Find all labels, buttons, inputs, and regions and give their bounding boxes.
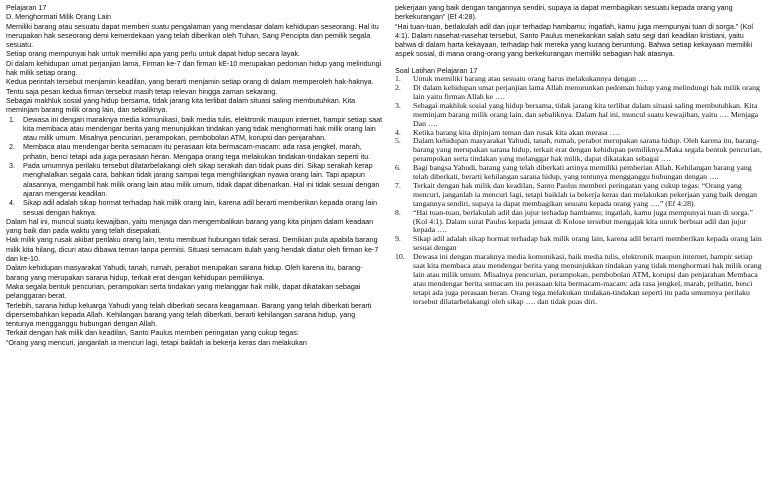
closing-paragraph: “Orang yang mencuri, janganlah ia mencuri lagi, tetapi baiklah ia bekerja keras dan melakukan (6, 337, 307, 347)
question-item (395, 209, 765, 236)
closing-paragraph: Dalam kehidupan masyarakat Yahudi, tanah, rumah, perabot merupakan sarana hidup. Oleh karena itu, barang-barang yang merupakan sarana hidup, terkait erat dengan kehidupan pemiliknya. (6, 263, 363, 282)
numbered-point (6, 198, 384, 217)
question-item (395, 253, 765, 306)
question-text: Ketika barang kita dipinjam teman dan rusak kita akan merasa …. (413, 127, 620, 137)
question-number: 6. (395, 163, 401, 173)
point-number: 3. (9, 161, 15, 171)
question-item (395, 137, 765, 164)
lesson-text-column (6, 3, 384, 347)
point-text: Sikap adil adalah sikap hormat terhadap hak milik orang lain, karena adil berarti memberikan kepada orang lain sesuai dengan haknya. (23, 198, 377, 217)
question-item (395, 164, 765, 182)
question-text: Terkait dengan hak milik dan keadilan, Santo Paulus memberi peringatan yang cukup tegas: “Orang yang mencuri, janganlah ia mencuri lagi, tetapi baiklah ia bekerja keras dan melakukan pekerjaan yang baik dengan tangannya sendiri, supaya ia dapat membagikan sesuatu kepada orang yang ….” (Ef 4:28). (413, 180, 757, 208)
point-text: Pada umumnya perilaku tersebut dilatarbelakangi oleh sikap serakah dan tidak puas diri. Sikap serakah kerap menghalalkan segala cara, bahkan tidak jarang sampai tega menghilangkan nyawa orang lain. Tapi apapun alasannya, mengambil hak milik orang lain atau milik umum, tidak dapat dibenarkan. Hal ini tidak sesuai dengan ajaran mengenai keadilan. (23, 161, 380, 198)
point-number: 1. (9, 114, 15, 124)
point-text: Membaca atau mendengar berita semacam itu perasaan kita bermacam-macam: ada rasa jengkel, marah, prihatin, benci tetapi ada juga perasaan heran. Mengapa orang tega melakukan tindakan-tindakan seperti itu. (23, 142, 371, 161)
lesson-label: Pelajaran 17 (6, 3, 47, 12)
continuation-paragraph: pekerjaan yang baik dengan tangannya sendiri, supaya ia dapat membagikan sesuatu kepada orang yang berkekurangan” (Ef 4:28). (395, 3, 733, 22)
question-number: 7. (395, 180, 401, 190)
question-text: Sebagai makhluk sosial yang hidup bersama, tidak jarang kita terlibat dalam situasi saling membutuhkan. Kita meminjam barang milik orang lain, dan sebaliknya. Dalam hal ini, muncul suatu kewajiban, yaitu …. Menjaga Dan …. (413, 100, 759, 128)
closing-paragraph: Terkait dengan hak milik dan keadilan, Santo Paulus memberi peringatan yang cukup tegas: (6, 328, 299, 338)
question-text: Untuk memiliki barang atau sesuatu orang harus melakukannya dengan …. (413, 74, 648, 84)
intro-paragraph: Memiliki barang atau sesuatu dapat memberi suatu pengalaman yang mendasar dalam kehidupan seseorang. Hal itu merupakan hak seseorang demi kemerdekaan yang telah diberikan oleh Tuhan, Sang Pencipta dan pemilik segala sesuatu. (6, 21, 379, 50)
question-number: 8. (395, 207, 401, 217)
question-text: Dewasa ini dengan maraknya media komunikasi, baik media tulis, elektronik maupun internet, hampir setiap saat kita membaca atau mendengar berita yang menunjukkan tindakan yang tidak menghormati hak milik orang lain atau milik umum. Misalnya pencurian, perampokan, pembobolan ATM, korupsi dan penjarahan Membaca atau mendengar berita semacam itu perasaan kita bermacam-macam: ada rasa jengkel, marah, prihatin, benci tetapi ada juga perasaan heran. Orang tega melakukan tindakan-tindakan seperti itu pada umumnya perilaku tersebut dilatarbelakangi oleh sikap …. dan tidak puas diri. (413, 252, 762, 306)
exercise-title: Soal Latihan Pelajaran 17 (395, 65, 478, 75)
question-number: 2. (395, 82, 401, 92)
closing-paragraph: Maka segala bentuk pencurian, perampokan serta tindakan yang melanggar hak milik, dapat dikatakan sebagai pelanggaran berat. (6, 281, 361, 301)
question-number: 10. (395, 252, 405, 262)
question-text: Dalam kehidupan masyarakat Yahudi, tanah, rumah, perabot merupakan sarana hidup. Oleh karena itu, barang-barang yang merupakan sarana hidup, terkait erat dengan kehidupan pemiliknya.Maka segala bentuk pencurian, perampokan serta tindakan yang melanggar hak milik, dapat dikatakan sebagai …. (413, 136, 762, 164)
intro-paragraph: Setiap orang mempunyai hak untuk memiliki apa yang perlu untuk dapat hidup secara layak. (6, 49, 301, 59)
continuation-paragraph: “Hai tuan-tuan, berlakulah adil dan jujur terhadap hambamu; ingatlah, kamu juga mempunyai tuan di sorga.” (Kol 4:1). Dalam nasehat-nasehat tersebut, Santo Paulus menekankan salah satu segi dari keadilan kristiani, yaitu bahwa di dalam harta kekayaan, terhadap hak mereka yang kurang beruntung. Bahwa setiap kekayaan memiliki aspek sosial, di mana orang-orang yang berkekurangan memiliki sebagian hak atasnya. (395, 21, 753, 59)
question-text: Sikap adil adalah sikap hormat terhadap hak milik orang lain, karena adil berarti memberikan kepada orang lain sesuai dengan (413, 234, 762, 253)
closing-paragraph: Dalam hal ini, muncul suatu kewajiban, yaitu menjaga dan mengembalikan barang yang kita pinjam dalam keadaan yang baik dan pada waktu yang telah disepakati. (6, 216, 374, 236)
closing-paragraph: Terlebih, sarana hidup keluarga Yahudi yang telah diberkati secara keagamaan. Barang yang telah diberkati berarti dipersembahkan kepada Allah. Kehilangan barang yang telah diberkati, berarti kehilangan sarana hidup, yang tentunya mengganggu hubungan dengan Allah. (6, 300, 372, 329)
section-title: D. Menghormati Milik Orang Lain (6, 12, 112, 22)
numbered-point (6, 142, 384, 161)
numbered-points (6, 115, 384, 217)
question-text: Di dalam kehidupan umat perjanjian lama Allah menurunkan pedoman hidup yang melindungi hak milik orang lain yaitu firman Allah ke …. (413, 82, 760, 101)
question-number: 9. (395, 234, 401, 244)
point-number: 2. (9, 142, 15, 152)
question-item (395, 182, 765, 209)
question-number: 1. (395, 74, 401, 84)
numbered-point (6, 161, 384, 198)
question-text: “Hai tuan-tuan, berlakulah adil dan jujur terhadap hambamu; ingatlah, kamu juga mempunyai tuan di sorga.” (Kol 4:1). Dalam surat Paulus kepada jemaat di Kolose tersebut mengajak kita untuk berbuat adil dan jujur kepada …. (413, 207, 753, 235)
point-text: Dewasa ini dengan maraknya media komunikasi, baik media tulis, elektronik maupun internet, hampir setiap saat kita membaca atau mendengar berita yang menunjukkan tindakan yang tidak menghormati hak milik orang lain atau milik umum. Misalnya pencurian, perampokan, pembobolan ATM, korupsi dan penjarahan. (23, 114, 383, 143)
question-text: Bagi bangsa Yahudi, barang yang telah diberkati artinya memiliki pemberian Allah. Kehilangan barang yang telah diberkati, berarti kehilangan sarana hidup, yang tentunya mengganggu hubungan dengan …. (413, 163, 752, 182)
intro-paragraph: Kedua perintah tersebut menjamin keadilan, yang berarti menjamin setiap orang di dalam memperoleh hak-haknya. Tentu saja pesan kedua firman tersebut masih tetap relevan hingga zaman sekarang. (6, 77, 374, 96)
question-number: 5. (395, 136, 401, 146)
question-item (395, 235, 765, 253)
intro-paragraph: Di dalam kehidupan umat perjanjian lama, Firman ke-7 dan firman kE-10 merupakan pedoman hidup yang melindungi hak milik setiap orang. (6, 58, 382, 78)
closing-paragraph: Hak milik yang rusak akibat perilaku orang lain, tentu membuat hubungan tidak serasi. Demikian pula apabila barang milik kita hilang, dicuri atau dibawa teman tanpa permisi. Situasi semacam itulah yang hendak diatur oleh firman ke-7 dan ke-10. (6, 235, 379, 264)
point-number: 4. (9, 198, 15, 208)
exercise-column (395, 3, 765, 307)
intro-paragraph: Sebagai makhluk sosial yang hidup bersama, tidak jarang kita terlibat dalam situasi saling membutuhkan. Kita meminjam barang milik orang lain, dan sebaliknya. (6, 95, 356, 115)
numbered-point (6, 115, 384, 143)
question-item (395, 102, 765, 129)
exercise-questions (395, 75, 765, 307)
question-number: 4. (395, 127, 401, 137)
question-item (395, 84, 765, 102)
question-number: 3. (395, 100, 401, 110)
